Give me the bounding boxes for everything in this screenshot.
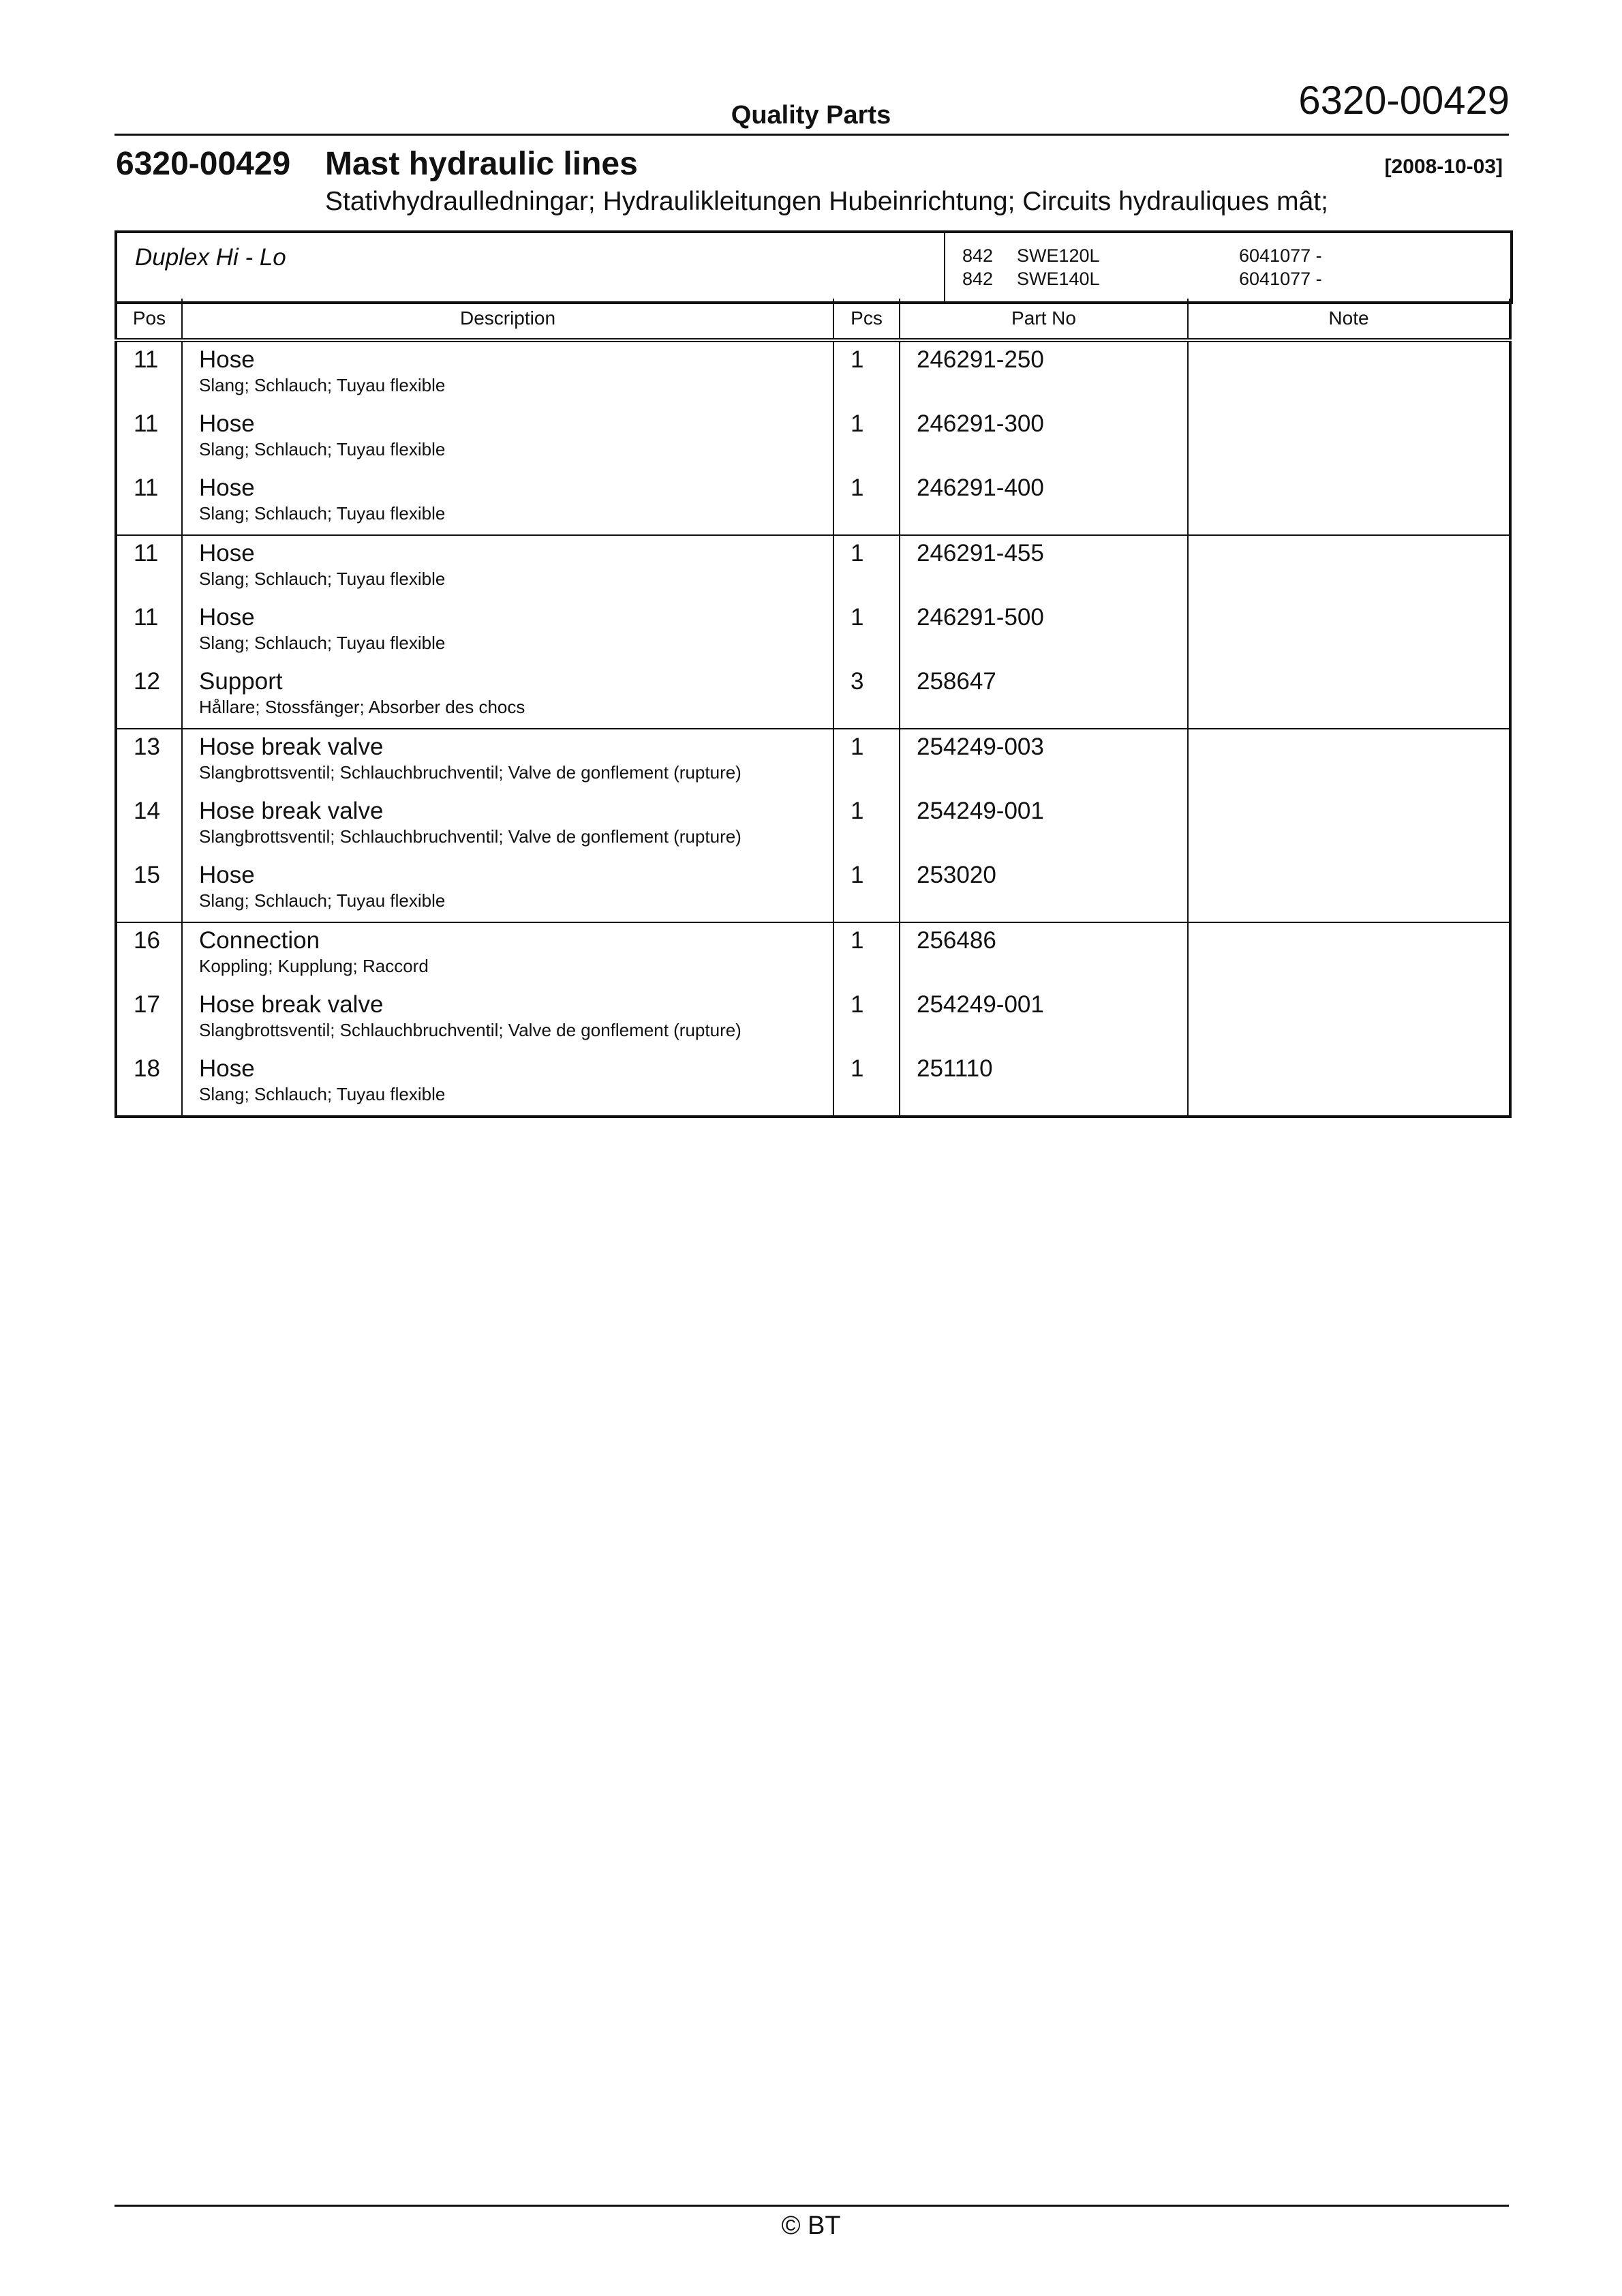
cell-pcs: 1 [833, 794, 900, 858]
header-note: Note [1188, 299, 1510, 340]
model-type: SWE140L [1017, 269, 1100, 289]
table-header-row [116, 299, 1510, 340]
cell-description [182, 987, 833, 1051]
header-doc-number: 6320-00429 [1298, 78, 1510, 123]
table-row [116, 794, 1510, 858]
cell-pos: 13 [116, 729, 182, 794]
description-translation: Slang; Schlauch; Tuyau flexible [199, 1084, 446, 1104]
description-translation: Slang; Schlauch; Tuyau flexible [199, 503, 446, 524]
table-row [116, 470, 1510, 535]
cell-description [182, 858, 833, 922]
model-type: SWE120L [1017, 245, 1100, 266]
description-translation: Slang; Schlauch; Tuyau flexible [199, 439, 446, 459]
cell-pos: 11 [116, 600, 182, 664]
cell-description [182, 1051, 833, 1117]
cell-pos: 11 [116, 535, 182, 600]
cell-pcs: 1 [833, 729, 900, 794]
cell-note [1188, 1051, 1510, 1117]
table-row [116, 729, 1510, 794]
cell-note [1188, 794, 1510, 858]
cell-pos: 14 [116, 794, 182, 858]
header-pos: Pos [116, 299, 182, 340]
model-name: Duplex Hi - Lo [135, 244, 286, 271]
cell-pcs: 1 [833, 922, 900, 987]
footer-copyright: © BT [781, 2211, 841, 2240]
cell-part-no: 246291-455 [900, 535, 1188, 600]
table-row [116, 858, 1510, 922]
cell-pos: 11 [116, 406, 182, 470]
table-row [116, 535, 1510, 600]
cell-note [1188, 987, 1510, 1051]
description-translation: Slang; Schlauch; Tuyau flexible [199, 633, 446, 653]
cell-part-no: 246291-300 [900, 406, 1188, 470]
description-translation: Slangbrottsventil; Schlauchbruchventil; Valve de gonflement (rupture) [199, 826, 741, 847]
cell-pos: 18 [116, 1051, 182, 1117]
cell-note [1188, 664, 1510, 729]
cell-note [1188, 470, 1510, 535]
cell-description [182, 729, 833, 794]
cell-pcs: 1 [833, 858, 900, 922]
title-date: [2008-10-03] [1384, 155, 1503, 178]
page-subtitle: Stativhydraulledningar; Hydraulikleitungen Hubeinrichtung; Circuits hydrauliques mât; [325, 187, 1328, 216]
cell-pos: 16 [116, 922, 182, 987]
model-line [962, 269, 1322, 290]
description-translation: Slang; Schlauch; Tuyau flexible [199, 569, 446, 589]
cell-part-no: 246291-400 [900, 470, 1188, 535]
cell-pos: 11 [116, 470, 182, 535]
table-row [116, 987, 1510, 1051]
cell-description [182, 922, 833, 987]
cell-pcs: 1 [833, 406, 900, 470]
cell-part-no: 254249-003 [900, 729, 1188, 794]
description-text: Hose [199, 862, 255, 888]
cell-pcs: 1 [833, 535, 900, 600]
table-row [116, 406, 1510, 470]
description-translation: Hållare; Stossfänger; Absorber des chocs [199, 697, 525, 717]
cell-pcs: 1 [833, 1051, 900, 1117]
cell-part-no: 246291-250 [900, 340, 1188, 406]
table-row [116, 600, 1510, 664]
model-serial: 6041077 - [1239, 269, 1322, 289]
section-number: 6320-00429 [116, 146, 291, 182]
page-title: Mast hydraulic lines [325, 146, 638, 182]
cell-description [182, 600, 833, 664]
description-text: Hose [199, 346, 255, 373]
cell-pos: 17 [116, 987, 182, 1051]
model-divider [944, 233, 945, 301]
footer-divider [114, 2205, 1509, 2207]
cell-part-no: 254249-001 [900, 794, 1188, 858]
cell-description [182, 535, 833, 600]
table-row [116, 922, 1510, 987]
description-text: Hose [199, 540, 255, 567]
table-row [116, 664, 1510, 729]
cell-pcs: 1 [833, 987, 900, 1051]
header-part-no: Part No [900, 299, 1188, 340]
cell-note [1188, 340, 1510, 406]
cell-description [182, 664, 833, 729]
cell-note [1188, 406, 1510, 470]
cell-note [1188, 858, 1510, 922]
description-text: Hose break valve [199, 734, 384, 760]
model-code: 842 [962, 269, 994, 289]
parts-table [114, 299, 1512, 1118]
cell-pcs: 1 [833, 600, 900, 664]
description-text: Support [199, 668, 283, 695]
description-translation: Slangbrottsventil; Schlauchbruchventil; Valve de gonflement (rupture) [199, 1020, 741, 1040]
description-text: Hose [199, 604, 255, 631]
cell-part-no: 251110 [900, 1051, 1188, 1117]
description-text: Connection [199, 927, 320, 954]
cell-pos: 12 [116, 664, 182, 729]
description-translation: Slang; Schlauch; Tuyau flexible [199, 375, 446, 395]
cell-pos: 11 [116, 340, 182, 406]
description-translation: Koppling; Kupplung; Raccord [199, 956, 429, 976]
cell-note [1188, 729, 1510, 794]
cell-pcs: 3 [833, 664, 900, 729]
header-description: Description [182, 299, 833, 340]
cell-pcs: 1 [833, 340, 900, 406]
cell-part-no: 246291-500 [900, 600, 1188, 664]
description-translation: Slangbrottsventil; Schlauchbruchventil; Valve de gonflement (rupture) [199, 762, 741, 783]
cell-description [182, 470, 833, 535]
cell-note [1188, 535, 1510, 600]
cell-description [182, 794, 833, 858]
cell-note [1188, 600, 1510, 664]
header-divider [114, 134, 1509, 136]
cell-description [182, 340, 833, 406]
table-row [116, 1051, 1510, 1117]
header-title: Quality Parts [731, 101, 891, 130]
cell-description [182, 406, 833, 470]
description-text: Hose break valve [199, 991, 384, 1018]
model-line [962, 245, 1322, 267]
cell-note [1188, 922, 1510, 987]
description-text: Hose break valve [199, 798, 384, 824]
cell-part-no: 254249-001 [900, 987, 1188, 1051]
header-pcs: Pcs [833, 299, 900, 340]
cell-pos: 15 [116, 858, 182, 922]
model-serial: 6041077 - [1239, 245, 1322, 266]
cell-pcs: 1 [833, 470, 900, 535]
cell-part-no: 258647 [900, 664, 1188, 729]
table-row [116, 340, 1510, 406]
model-box [114, 230, 1513, 304]
cell-part-no: 253020 [900, 858, 1188, 922]
description-text: Hose [199, 474, 255, 501]
description-translation: Slang; Schlauch; Tuyau flexible [199, 890, 446, 911]
cell-part-no: 256486 [900, 922, 1188, 987]
description-text: Hose [199, 1055, 255, 1082]
description-text: Hose [199, 410, 255, 437]
model-code: 842 [962, 245, 994, 266]
